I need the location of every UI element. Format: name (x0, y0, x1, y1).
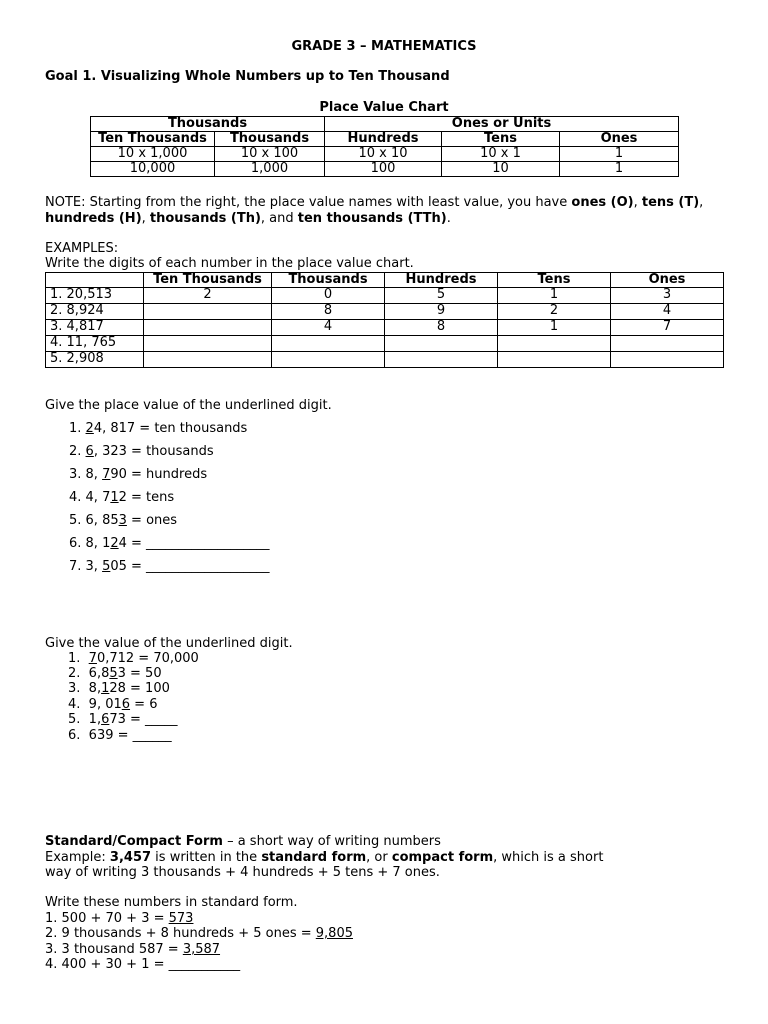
list-item (68, 712, 178, 728)
chart-title: Place Value Chart (319, 100, 449, 115)
item-prefix: 2. 6,8 (68, 666, 110, 681)
note-hundreds: hundreds (H) (45, 210, 142, 226)
example-text: , which is a short (493, 850, 604, 865)
header-ones: Ones (611, 273, 724, 288)
note-ten-thousands: ten thousands (TTh) (297, 210, 447, 226)
underlined-digit: 6 (85, 444, 94, 459)
table-cell: 7 (611, 320, 724, 336)
table-cell (498, 352, 611, 368)
table-row (46, 320, 724, 336)
table-cell: 0 (272, 288, 385, 304)
standard-form-heading: Standard/Compact Form (45, 834, 223, 849)
value-instructions: Give the value of the underlined digit. (45, 636, 293, 651)
list-item (69, 421, 247, 437)
example-label: Example: (45, 850, 110, 865)
underlined-digit: 7 (102, 467, 111, 482)
table-cell: 4 (611, 304, 724, 320)
item-prefix: 4. 4, 7 (69, 490, 111, 505)
item-prefix: 4. 9, 01 (68, 697, 122, 712)
header-hundreds: Hundreds (325, 132, 442, 147)
answer-blank[interactable]: 4 = ___________________ (118, 536, 270, 551)
underlined-digit: 5 (109, 666, 118, 681)
note-thousands: thousands (Th) (149, 210, 261, 226)
list-item (69, 444, 214, 460)
answer-blank[interactable]: 05 = ___________________ (110, 559, 270, 574)
list-item (69, 513, 177, 529)
header-blank (46, 273, 144, 288)
underlined-digit: 1 (110, 490, 119, 505)
item-suffix: 2 = tens (118, 490, 175, 505)
table-cell: 2 (498, 304, 611, 320)
list-item (69, 559, 270, 575)
standard-form-description: – a short way of writing numbers (222, 834, 441, 849)
page-title: GRADE 3 – MATHEMATICS (291, 39, 477, 54)
list-item (45, 957, 240, 973)
note-sep: , (699, 195, 704, 210)
examples-instructions: Write the digits of each number in the place value chart. (45, 256, 414, 271)
item-prefix: 1. (68, 651, 89, 666)
place-value-instructions: Give the place value of the underlined digit. (45, 398, 332, 413)
header-thousands-group: Thousands (91, 117, 325, 132)
table-row (91, 162, 679, 177)
table-cell: 8 (385, 320, 498, 336)
header-hundreds: Hundreds (385, 273, 498, 288)
table-cell: 3 (611, 288, 724, 304)
table-cell (385, 336, 498, 352)
standard-form-heading-line (45, 834, 441, 850)
standard-form-example (45, 850, 603, 866)
example-text: , or (366, 850, 392, 865)
table-cell: 4. 11, 765 (46, 336, 144, 352)
table-cell: 10,000 (91, 162, 215, 177)
underlined-digit: 2 (85, 421, 94, 436)
table-cell: 9 (385, 304, 498, 320)
list-item (69, 490, 174, 506)
header-thousands: Thousands (272, 273, 385, 288)
list-item (69, 536, 270, 552)
note-sep: , (633, 195, 642, 210)
header-ten-thousands: Ten Thousands (144, 273, 272, 288)
compact-form-term: compact form (391, 850, 494, 865)
item-suffix: = 6 (130, 697, 158, 712)
table-cell: 10 x 100 (215, 147, 325, 162)
table-cell (144, 352, 272, 368)
table-cell: 1 (560, 147, 679, 162)
table-row (91, 147, 679, 162)
header-tens: Tens (442, 132, 560, 147)
standard-form-example-line2: way of writing 3 thousands + 4 hundreds + 5 tens + 7 ones. (45, 865, 440, 880)
underlined-digit: 6 (101, 712, 110, 727)
table-cell: 10 x 1 (442, 147, 560, 162)
underlined-digit: 1 (101, 681, 110, 696)
place-value-table (90, 116, 679, 177)
table-row (46, 336, 724, 352)
table-row (46, 352, 724, 368)
table-cell: 1,000 (215, 162, 325, 177)
table-cell: 100 (325, 162, 442, 177)
answer-blank[interactable]: 6. 639 = ______ (68, 728, 172, 743)
item-prefix: 5. 6, 85 (69, 513, 119, 528)
table-cell (611, 336, 724, 352)
item-suffix: 0,712 = 70,000 (96, 651, 199, 666)
standard-form-term: standard form (261, 850, 367, 865)
table-cell: 1. 20,513 (46, 288, 144, 304)
item-prefix: 1. 500 + 70 + 3 = (45, 911, 169, 926)
table-cell: 5. 2,908 (46, 352, 144, 368)
table-cell: 4 (272, 320, 385, 336)
note-paragraph (45, 195, 725, 226)
underlined-digit: 3 (118, 513, 127, 528)
item-prefix: 7. 3, (69, 559, 103, 574)
table-cell (144, 304, 272, 320)
item-suffix: 28 = 100 (109, 681, 170, 696)
header-ones-group: Ones or Units (325, 117, 679, 132)
table-cell: 10 x 10 (325, 147, 442, 162)
item-prefix: 6. 8, 1 (69, 536, 111, 551)
answer: 9,805 (315, 926, 353, 941)
table-cell: 1 (498, 288, 611, 304)
table-cell (498, 336, 611, 352)
item-prefix: 3. 3 thousand 587 = (45, 942, 183, 957)
table-cell: 1 (560, 162, 679, 177)
list-item (45, 942, 220, 958)
item-prefix: 5. 1, (68, 712, 102, 727)
list-item (68, 666, 162, 682)
item-suffix: = ones (126, 513, 178, 528)
underlined-digit: 6 (121, 697, 131, 712)
example-text: is written in the (151, 850, 262, 865)
list-item (45, 911, 193, 927)
table-cell (385, 352, 498, 368)
list-item (68, 728, 172, 744)
item-prefix: 2. 9 thousands + 8 hundreds + 5 ones = (45, 926, 316, 941)
header-ten-thousands: Ten Thousands (91, 132, 215, 147)
note-end: . (446, 210, 451, 226)
table-cell: 8 (272, 304, 385, 320)
list-item (68, 651, 199, 667)
note-sep: , (141, 210, 150, 226)
table-cell: 2 (144, 288, 272, 304)
table-row (46, 288, 724, 304)
answer-blank[interactable]: 4. 400 + 30 + 1 = ___________ (45, 957, 241, 972)
table-cell: 1 (498, 320, 611, 336)
answer-blank[interactable]: 73 = _____ (109, 712, 178, 727)
answer: 573 (168, 911, 194, 926)
underlined-digit: 5 (102, 559, 111, 574)
table-cell: 10 x 1,000 (91, 147, 215, 162)
examples-label: EXAMPLES: (45, 241, 119, 256)
note-tens: tens (T) (641, 195, 700, 210)
item-prefix: 3. 8, (69, 467, 103, 482)
example-number: 3,457 (109, 850, 152, 865)
examples-table (45, 272, 724, 368)
header-ones: Ones (560, 132, 679, 147)
table-cell: 3. 4,817 (46, 320, 144, 336)
item-suffix: , 323 = thousands (93, 444, 214, 459)
item-suffix: 3 = 50 (117, 666, 162, 681)
item-prefix: 1. (69, 421, 86, 436)
table-cell (272, 336, 385, 352)
table-cell (611, 352, 724, 368)
header-tens: Tens (498, 273, 611, 288)
underlined-digit: 2 (110, 536, 119, 551)
table-cell: 2. 8,924 (46, 304, 144, 320)
item-prefix: 2. (69, 444, 86, 459)
table-cell: 5 (385, 288, 498, 304)
goal-heading: Goal 1. Visualizing Whole Numbers up to Ten Thousand (45, 69, 450, 84)
list-item (68, 697, 157, 713)
standard-form-instructions: Write these numbers in standard form. (45, 895, 298, 910)
note-text: NOTE: Starting from the right, the place value names with least value, you have (45, 195, 572, 210)
item-prefix: 3. 8, (68, 681, 102, 696)
note-and: , and (260, 210, 298, 226)
table-cell (144, 320, 272, 336)
table-cell (272, 352, 385, 368)
header-thousands: Thousands (215, 132, 325, 147)
item-suffix: 4, 817 = ten thousands (93, 421, 248, 436)
underlined-digit: 7 (88, 651, 97, 666)
table-row (46, 304, 724, 320)
table-cell: 10 (442, 162, 560, 177)
list-item (68, 681, 170, 697)
item-suffix: 90 = hundreds (110, 467, 208, 482)
list-item (45, 926, 353, 942)
table-cell (144, 336, 272, 352)
answer: 3,587 (182, 942, 221, 957)
list-item (69, 467, 207, 483)
note-ones: ones (O) (571, 195, 634, 210)
